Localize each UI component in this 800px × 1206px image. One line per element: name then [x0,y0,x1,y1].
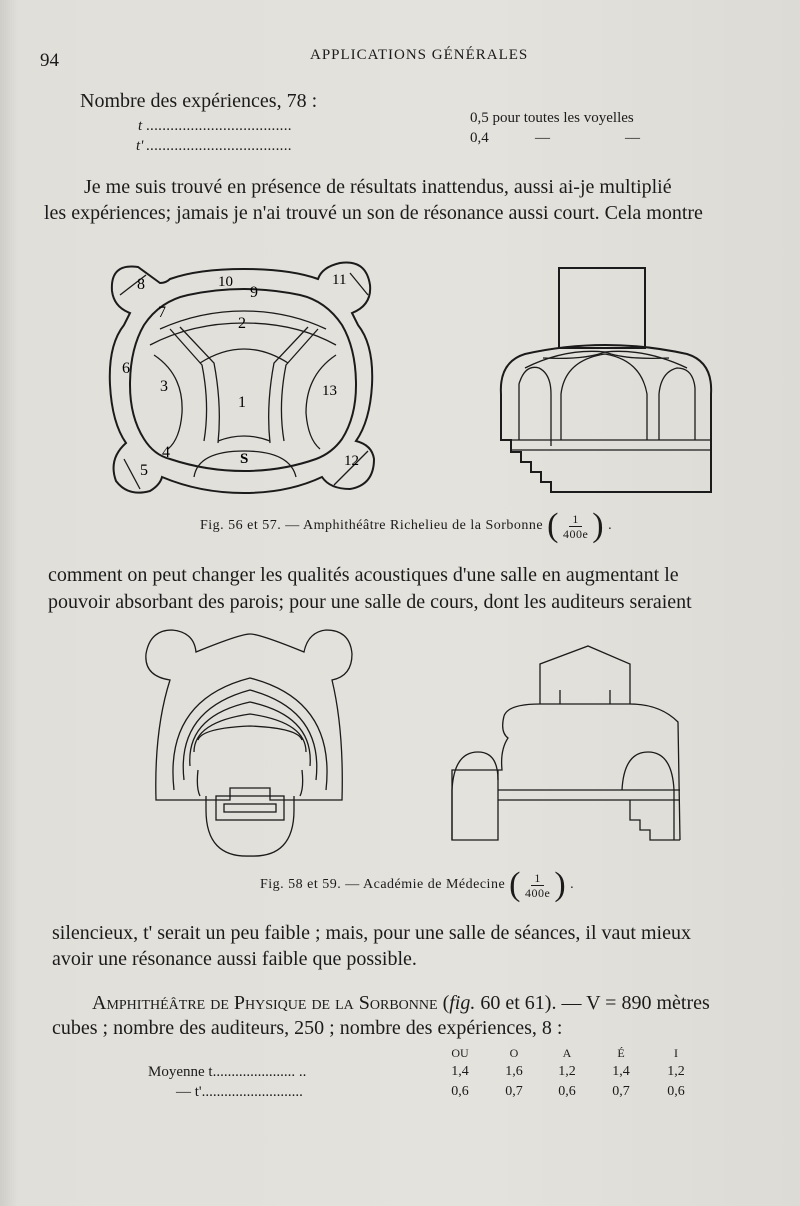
fig56-frac-den: 400e [562,526,589,541]
row1-label: Moyenne t [148,1064,213,1080]
para4-ref-fig: fig. [449,992,476,1014]
fig56-label-10: 10 [218,274,233,290]
page-number: 94 [40,50,59,71]
fig58-scale-fraction: ( $\frac{1}{400e}$ ) [509,866,567,903]
para4-title: Amphithéâtre de Physique de la Sorbonne [92,992,438,1014]
fig56-label-2: 2 [238,315,246,332]
exp1-t-dots: .................................... [146,118,292,134]
para2-line1: comment on peut changer les qualités acoustiques d'une salle en augmentant le [48,564,679,586]
para3-line2: avoir une résonance aussi faible que possible. [52,948,417,970]
row2-value-a: 0,6 [558,1084,576,1099]
exp1-t-label: t [138,118,143,134]
row2-value-o: 0,7 [505,1084,523,1099]
para3-line1: silencieux, t' serait un peu faible ; mais, pour une salle de séances, il vaut mieux [52,922,691,944]
col-header-ou: OU [451,1046,469,1060]
fig56-label-8: 8 [137,276,145,293]
row1-dots: ...................... .. [212,1064,307,1080]
running-head: APPLICATIONS GÉNÉRALES [310,47,529,63]
fig58-plan-drawing [140,620,360,860]
row2-label: — t' [176,1084,202,1100]
fig56-caption [200,507,613,544]
col-header-a: A [562,1046,572,1060]
fig59-section-drawing [450,640,690,850]
para1-line2: les expériences; jamais je n'ai trouvé un son de résonance aussi court. Cela montre [44,202,703,224]
fig56-plan-drawing [100,245,390,510]
row1-value-ou: 1,4 [451,1064,469,1079]
exp1-tp-value: 0,4 [470,130,489,146]
row1-value-i: 1,2 [667,1064,685,1079]
vowel-table [0,1046,800,1106]
fig57-section-drawing [495,264,720,496]
row1-value-o: 1,6 [505,1064,523,1079]
fig56-caption-suffix: . [608,518,613,534]
fig56-label-3: 3 [160,378,168,395]
para2-line2: pouvoir absorbant des parois; pour une salle de cours, dont les auditeurs seraient [48,591,692,613]
fig58-caption-suffix: . [570,877,575,893]
col-header-o: O [509,1046,519,1060]
col-header-e: É [617,1046,625,1060]
fig56-label-1: 1 [238,394,246,411]
fig56-label-13: 13 [322,383,337,399]
fig56-label-6: 6 [122,360,130,377]
table-row [148,1064,306,1081]
fig56-label-12: 12 [344,453,359,469]
fig56-label-7: 7 [158,304,166,321]
col-header-i: I [674,1046,678,1060]
row2-value-e: 0,7 [612,1084,630,1099]
para1-line1: Je me suis trouvé en présence de résultats inattendus, aussi ai-je multiplié [84,176,672,198]
row2-value-ou: 0,6 [451,1084,469,1099]
fig56-label-4: 4 [162,444,170,461]
fig56-label-5: 5 [140,462,148,479]
table-row [176,1084,303,1101]
row1-value-e: 1,4 [612,1064,630,1079]
row2-dots: ........................... [201,1084,303,1100]
row1-value-a: 1,2 [558,1064,576,1079]
exp1-tp-dots: .................................... [146,138,292,154]
fig56-frac-num: 1 [569,512,582,527]
fig58-caption [260,866,575,903]
fig56-scale-fraction: ( $\frac{1}{400e}$ ) [547,507,605,544]
exp1-t-value: 0,5 pour toutes les voyelles [470,110,634,126]
para4-line2: cubes ; nombre des auditeurs, 250 ; nombre des expériences, 8 : [52,1017,563,1039]
row2-value-i: 0,6 [667,1084,685,1099]
exp1-intro: Nombre des expériences, 78 : [80,90,318,112]
fig56-label-11: 11 [332,272,347,288]
fig56-caption-text: Fig. 56 et 57. — Amphithéâtre Richelieu de la Sorbonne [200,518,544,534]
exp1-tp-dash1: — [535,130,550,146]
fig58-caption-text: Fig. 58 et 59. — Académie de Médecine [260,877,506,893]
exp1-tp-label: t' [136,138,144,154]
para4-ref-open: ( [437,992,450,1014]
exp1-tp-dash2: — [625,130,640,146]
fig56-label-9: 9 [250,284,258,301]
fig58-frac-num: 1 [531,871,544,886]
fig56-label-S: S [240,451,249,467]
para4-ref-close: 60 et 61). — V = 890 mètres [475,992,710,1014]
fig58-frac-den: 400e [525,885,551,900]
